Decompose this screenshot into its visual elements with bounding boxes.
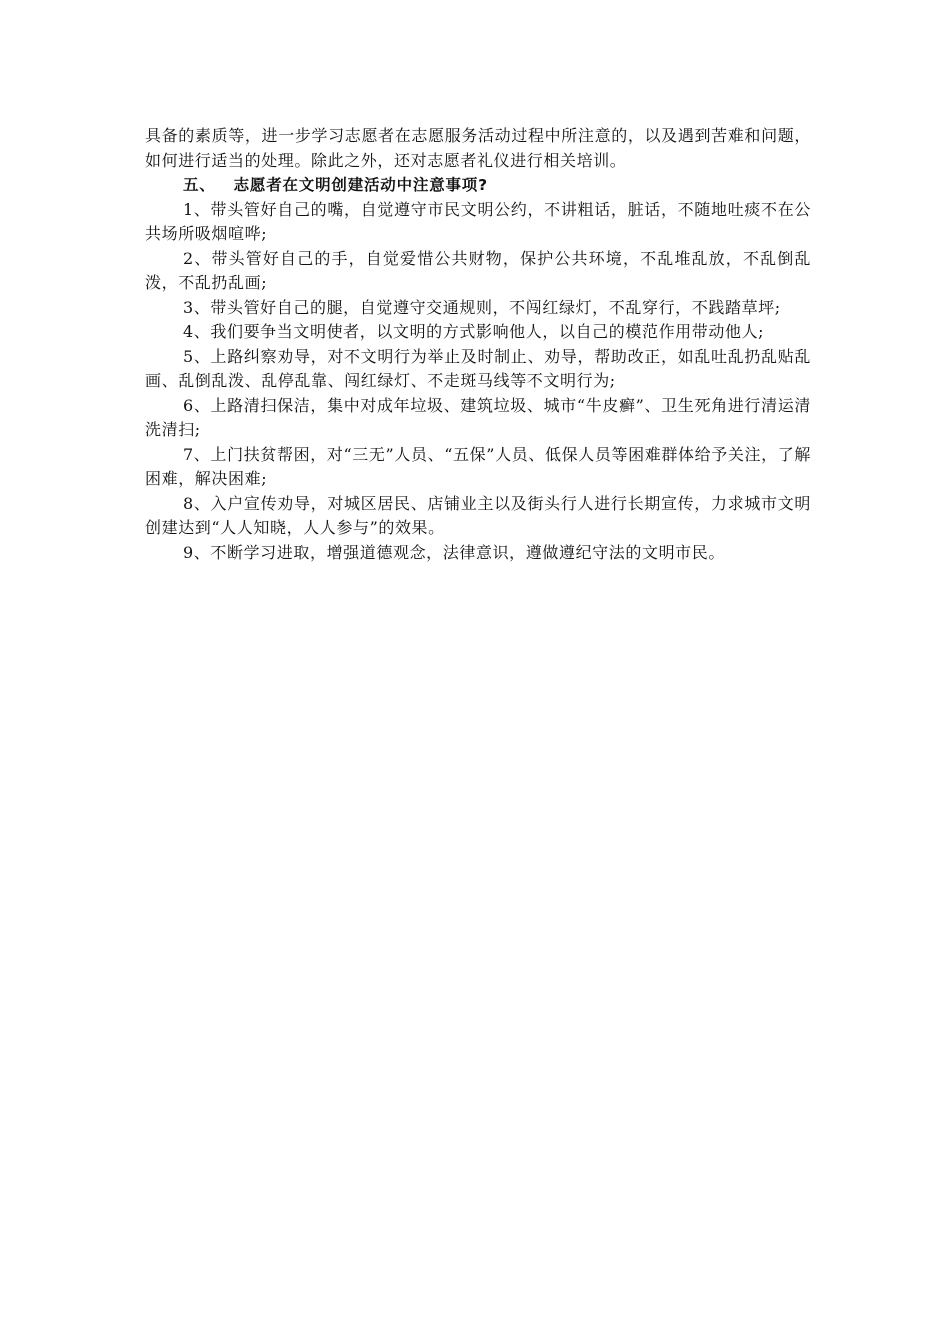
list-item: 9、不断学习进取，增强道德观念，法律意识，遵做遵纪守法的文明市民。 <box>183 542 725 562</box>
section-number: 五、 <box>183 176 216 194</box>
document-page <box>145 124 811 565</box>
list-item: 4、我们要争当文明使者，以文明的方式影响他人，以自己的模范作用带动他人; <box>183 322 765 341</box>
section-title: 志愿者在文明创建活动中注意事项? <box>233 176 488 194</box>
list-item: 5、上路纠察劝导，对不文明行为举止及时制止、劝导，帮助改正，如乱吐乱扔乱贴乱画、乱倒乱泼、乱停乱靠、闯红绿灯、不走斑马线等不文明行为; <box>145 346 811 390</box>
intro-paragraph: 具备的素质等，进一步学习志愿者在志愿服务活动过程中所注意的，以及遇到苦难和问题，如何进行适当的处理。除此之外，还对志愿者礼仪进行相关培训。 <box>145 126 811 170</box>
list-item: 8、入户宣传劝导，对城区居民、店铺业主以及街头行人进行长期宣传，力求城市文明创建达到“人人知晓，人人参与”的效果。 <box>145 493 811 537</box>
list-item: 7、上门扶贫帮困，对“三无”人员、“五保”人员、低保人员等困难群体给予关注，了解困难，解决困难; <box>145 444 811 488</box>
section-heading <box>145 173 811 198</box>
list-item: 3、带头管好自己的腿，自觉遵守交通规则，不闯红绿灯，不乱穿行，不践踏草坪; <box>183 297 781 317</box>
list-item: 1、带头管好自己的嘴，自觉遵守市民文明公约，不讲粗话，脏话，不随地吐痰不在公共场所吸烟喧哗; <box>145 199 811 243</box>
list-item: 6、上路清扫保洁，集中对成年垃圾、建筑垃圾、城市“牛皮癣”、卫生死角进行清运清洗清扫; <box>145 395 811 439</box>
list-item: 2、带头管好自己的手，自觉爱惜公共财物，保护公共环境，不乱堆乱放，不乱倒乱泼，不乱扔乱画; <box>145 248 811 292</box>
